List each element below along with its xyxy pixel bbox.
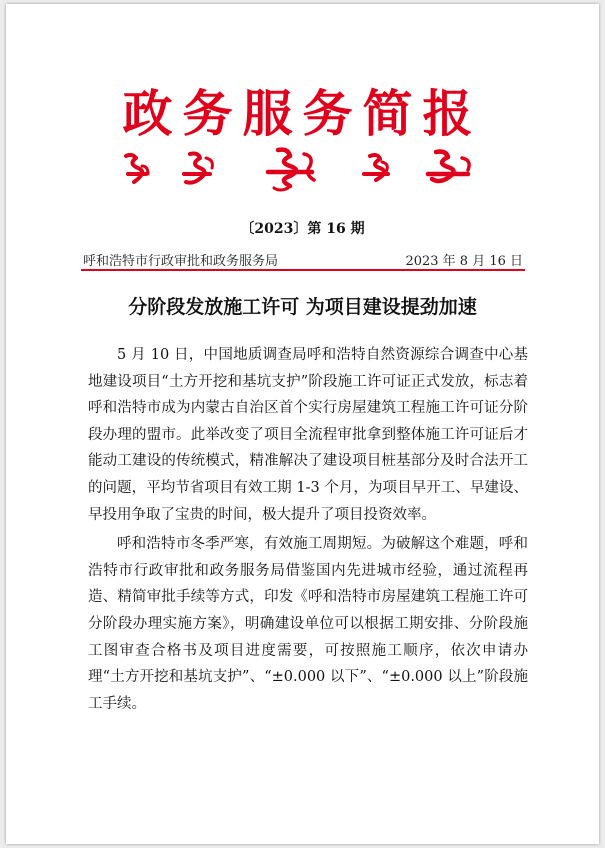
- issuer-name: 呼和浩特市行政审批和政务服务局: [83, 254, 279, 269]
- masthead-title: 政务服务简报: [122, 85, 483, 143]
- document-page: [6, 4, 599, 844]
- red-divider: [81, 269, 525, 271]
- article-paragraph: 5 月 10 日，中国地质调查局呼和浩特自然资源综合调查中心基地建设项目“土方开挖和基坑支护”阶段施工许可证正式发放，标志着呼和浩特市成为内蒙古自治区首个实行房屋建筑工程施工许可证分阶段办理的盟市。此举改变了项目全流程审批拿到整体施工许可证后才能动工建设的传统模式，精准解决了建设项目桩基部分及时合法开工的问题，平均节省项目有效工期 1-3 个月，为项目早开工、早建设、早投用争取了宝贵的时间，极大提升了项目投资效率。: [88, 347, 528, 523]
- mongolian-script-logo: [118, 144, 488, 194]
- article-headline: 分阶段发放施工许可 为项目建设提劲加速: [128, 296, 477, 318]
- issue-number: 〔2023〕第 16 期: [240, 221, 365, 237]
- article-paragraph: 呼和浩特市冬季严寒，有效施工周期短。为破解这个难题，呼和浩特市行政审批和政务服务局借鉴国内先进城市经验，通过流程再造、精简审批手续等方式，印发《呼和浩特市房屋建筑工程施工许可分阶段办理实施方案》，明确建设单位可以根据工期安排、分阶段施工图审查合格书及项目进度需要，可按照施工顺序，依次申请办理“土方开挖和基坑支护”、“±0.000 以下”、“±0.000 以上”阶段施工手续。: [88, 536, 528, 712]
- issue-date: 2023 年 8 月 16 日: [405, 254, 523, 269]
- article-body: [88, 342, 528, 720]
